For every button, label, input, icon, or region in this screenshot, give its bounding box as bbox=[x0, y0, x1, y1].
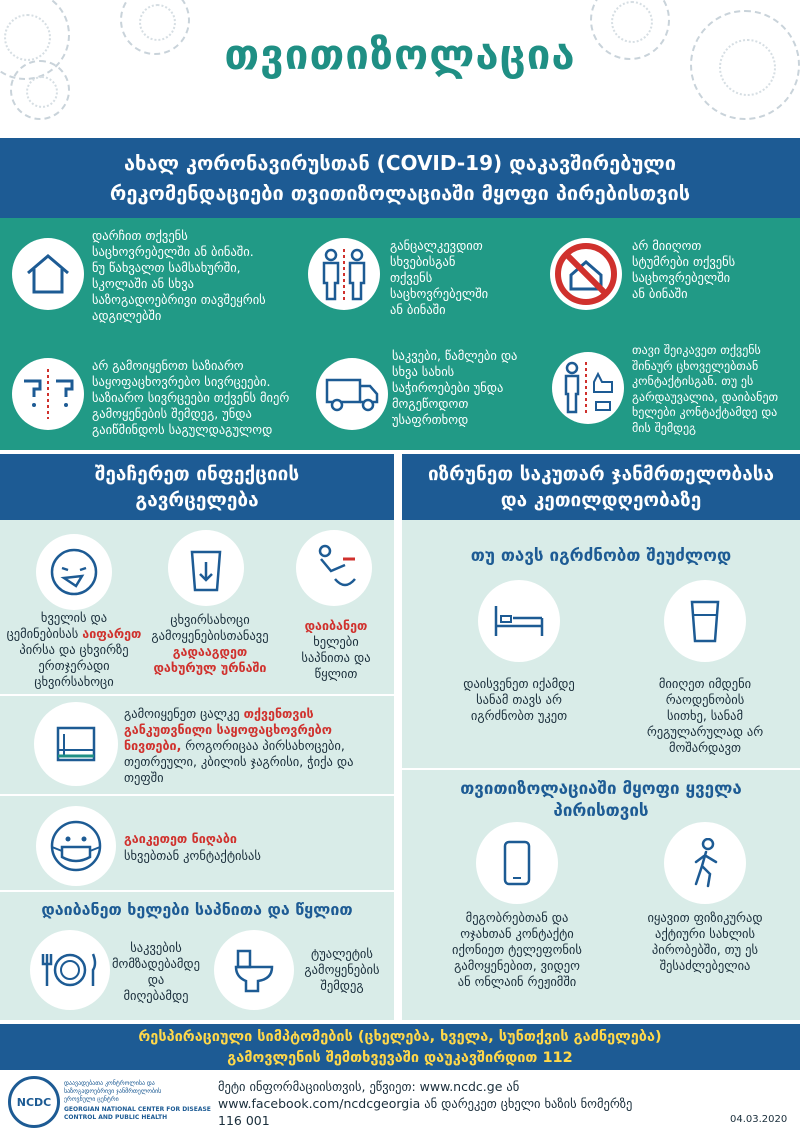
divider bbox=[0, 890, 394, 892]
sneeze-icon bbox=[36, 534, 112, 610]
walking-person-icon bbox=[664, 822, 746, 904]
stay-active-text: იყავით ფიზიკურად აქტიური სახლის პირობებში, თუ ეს შესაძლებელია bbox=[647, 910, 763, 973]
cover-cough-text: ხველის და ცემინებისას აიფარეთ პირსა და ცხვირზე ერთჯერადი ცხვირსახოცი bbox=[6, 610, 142, 689]
delivery-van-icon bbox=[316, 358, 388, 430]
face-mask-icon bbox=[36, 806, 116, 886]
footer-info: მეტი ინფორმაციისთვის, ეწვიეთ: www.ncdc.ge ან www.facebook.com/ncdcgeorgia ან დარეკეთ ცხელი ხაზის ნომერზე 116 001 bbox=[218, 1079, 633, 1128]
divider bbox=[0, 794, 394, 796]
recommendation-no-visitors: არ მიიღოთ სტუმრები თქვენს საცხოვრებელში ან ბინაში bbox=[632, 238, 736, 301]
phone-icon bbox=[476, 822, 558, 904]
divider bbox=[402, 768, 800, 770]
dispose-tissue-text: ცხვირსახოცი გამოყენებისთანავე გადააგდეთ დახურულ ურნაში bbox=[151, 612, 269, 675]
feel-unwell-title: თუ თავს იგრძნობთ შეუძლოდ bbox=[470, 546, 732, 566]
water-glass-icon bbox=[664, 580, 746, 662]
wash-after-toilet-text: ტუალეტის გამოყენების შემდეგ bbox=[304, 946, 380, 993]
left-panel-header: შეაჩერეთ ინფექციის გავრცელება bbox=[0, 454, 394, 520]
towel-icon bbox=[34, 702, 118, 786]
logo-text: NCDC bbox=[16, 1095, 52, 1109]
right-panel-header: იზრუნეთ საკუთარ ჯანმრთელობასა და კეთილდღეობაზე bbox=[402, 454, 800, 520]
recommendation-delivery: საკვები, წამლები და სხვა სახის საჭიროებები უნდა მოგეწოდოთ უსაფრთხოდ bbox=[392, 348, 518, 427]
page-title: თვითიზოლაცია bbox=[224, 30, 576, 79]
wash-hands-text: დაიბანეთ ხელები საპნითა და წყლით bbox=[301, 618, 371, 681]
divider bbox=[0, 694, 394, 696]
emergency-banner: რესპირაციული სიმპტომების (ცხელება, ხველა, სუნთქვის გაძნელება) გამოვლენის შემთხვევაში დაუკავშირდით 112 bbox=[0, 1024, 800, 1070]
everyone-title: თვითიზოლაციაში მყოფი ყველა პირისთვის bbox=[460, 779, 742, 821]
plate-cutlery-icon bbox=[30, 930, 110, 1010]
document-date: 04.03.2020 bbox=[730, 1114, 788, 1125]
bed-icon bbox=[478, 580, 560, 662]
rest-text: დაისვენეთ იქამდე სანამ თავს არ იგრძნობთ უკეთ bbox=[463, 676, 575, 723]
no-visitors-icon bbox=[550, 238, 622, 310]
house-icon bbox=[12, 238, 84, 310]
header-banner bbox=[0, 138, 800, 218]
recommendation-shared-spaces: არ გამოიყენოთ საზიარო საყოფაცხოვრებო სივრცეები. საზიარო სივრცეები თქვენს მიერ გამოყენების შემდეგ, უნდა გაიწმინდოს საგულდაგულოდ bbox=[92, 358, 290, 437]
recommendation-stay-home: დარჩით თქვენს საცხოვრებელში ან ბინაში. ნუ წახვალთ სამსახურში, სკოლაში ან სხვა საზოგადოებრივი თავშეყრის ადგილებში bbox=[92, 228, 266, 323]
person-pets-icon bbox=[552, 352, 624, 424]
banner-line-1: ახალ კორონავირუსთან (COVID-19) დაკავშირებული bbox=[123, 151, 677, 175]
wash-before-food-text: საკვების მომზადებამდე და მიღებამდე bbox=[112, 940, 200, 1003]
two-people-icon bbox=[308, 238, 380, 310]
banner-line-2: რეკომენდაციები თვითიზოლაციაში მყოფი პირებისთვის bbox=[109, 181, 691, 205]
wear-mask-text: გაიკეთეთ ნიღაბი სხვებთან კონტაქტისას bbox=[124, 831, 261, 863]
organization-name: დაავადებათა კონტროლისა და საზოგადოებრივი ჯანმრთელობის ეროვნული ცენტრი GEORGIAN NATIONAL CENTER FOR DISEASE CONTROL AND PUBLIC HEALTH bbox=[64, 1080, 211, 1121]
drink-fluids-text: მიიღეთ იმდენი რაოდენობის სითხე, სანამ რეგულარულად არ მოშარდავთ bbox=[646, 676, 764, 755]
wash-hands-title: დაიბანეთ ხელები საპნითა და წყლით bbox=[41, 900, 353, 919]
faucet-icon bbox=[12, 358, 84, 430]
hand-washing-icon bbox=[296, 530, 372, 606]
recommendation-separate: განცალკევდით სხვებისგან თქვენს საცხოვრებელში ან ბინაში bbox=[390, 238, 489, 317]
ncdc-logo bbox=[8, 1076, 60, 1128]
recommendation-pets: თავი შეიკავეთ თქვენს შინაურ ცხოველებთან კონტაქტისგან. თუ ეს გარდაუვალია, დაიბანეთ ხელები კონტაქტამდე და მის შემდეგ bbox=[632, 343, 779, 435]
personal-items-text: გამოიყენეთ ცალკე თქვენთვის განკუთვნილი საყოფაცხოვრებო ნივთები, როგორიცაა პირსახოცები, თეთრეული, კბილის ჯაგრისი, ჭიქა და თეფში bbox=[124, 706, 354, 785]
trash-bin-icon bbox=[168, 530, 244, 606]
stay-connected-text: მეგობრებთან და ოჯახთან კონტაქტი იქონიეთ ტელეფონის გამოყენებით, ვიდეო ან ონლაინ რეჟიმში bbox=[452, 910, 582, 989]
toilet-icon bbox=[214, 930, 294, 1010]
